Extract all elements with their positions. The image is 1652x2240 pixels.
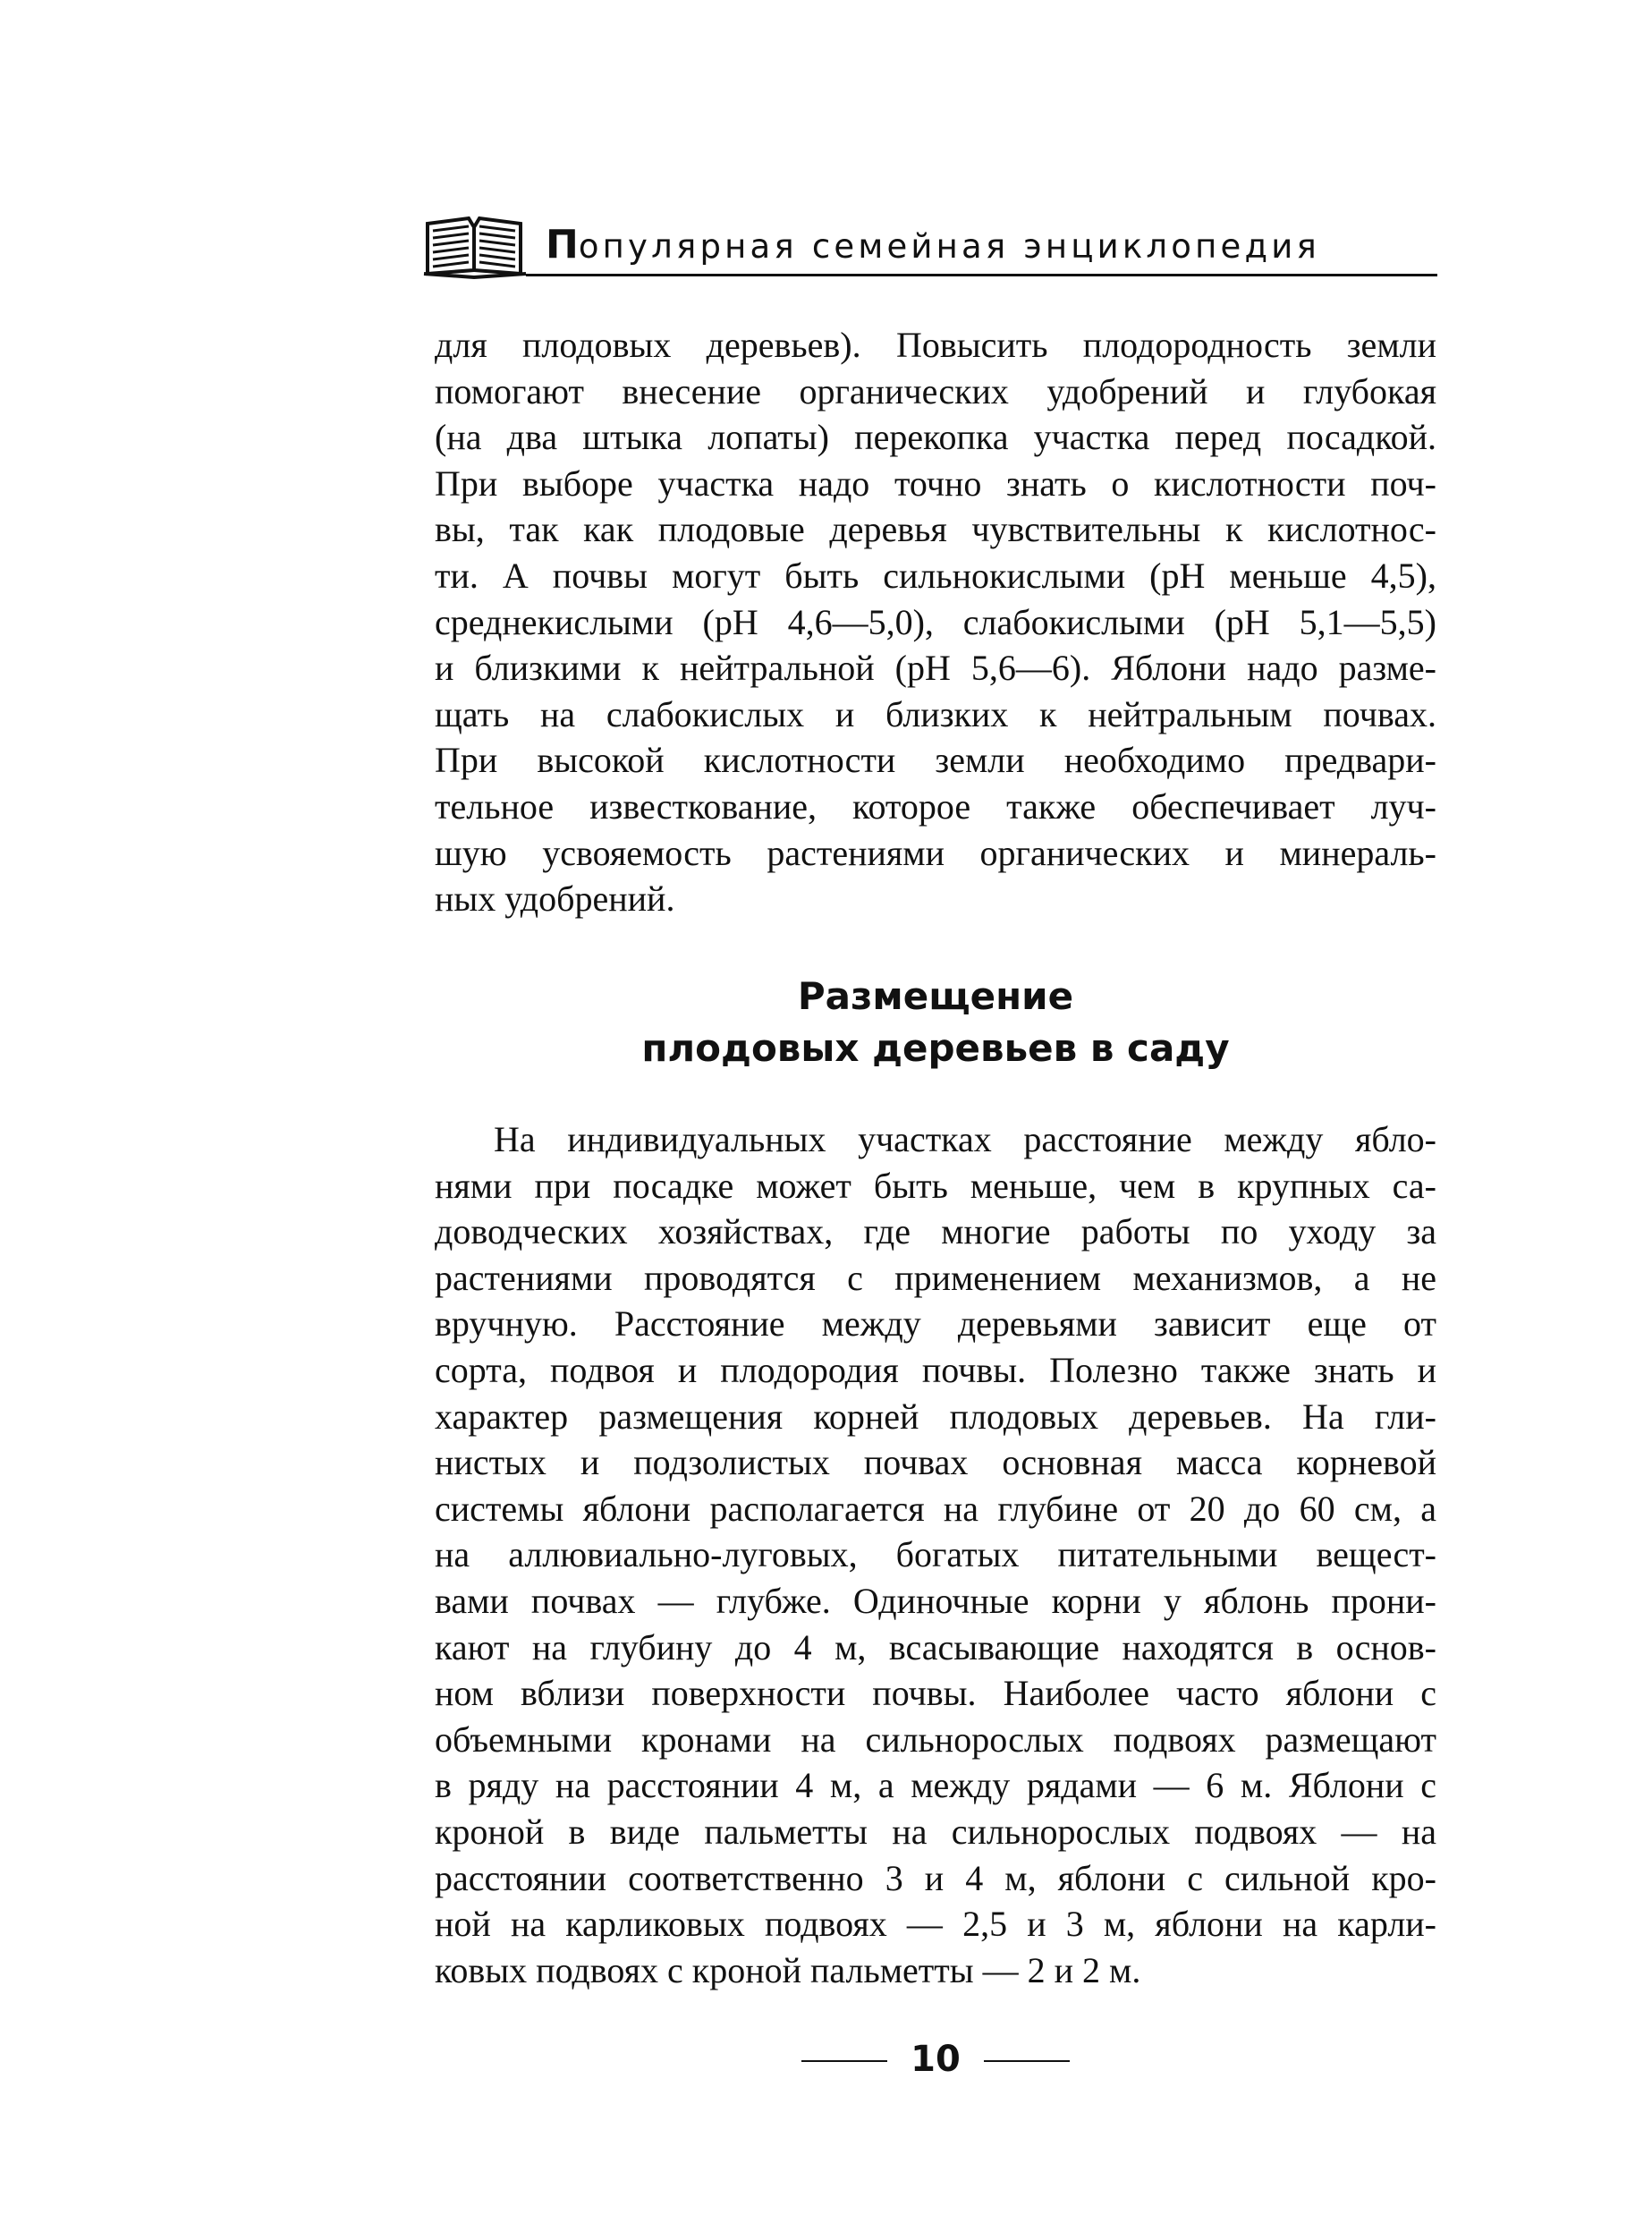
text-line: для плодовых деревьев). Повысить плодородность земли (435, 325, 1436, 365)
text-line: растениями проводятся с применением механизмов, а не (435, 1257, 1436, 1298)
text-line: среднекислыми (pH 4,6—5,0), слабокислыми (pH 5,1—5,5) (435, 601, 1436, 642)
section-paragraph (435, 1116, 1436, 1993)
text-line: в ряду на расстоянии 4 м, а между рядами — 6 м. Яблони с (435, 1765, 1436, 1806)
running-head (422, 215, 1437, 279)
text-line: При высокой кислотности земли необходимо предвари- (435, 740, 1436, 781)
page-footer (435, 2032, 1436, 2086)
text-line: системы яблони располагается на глубине от 20 до 60 см, а (435, 1488, 1436, 1529)
text-line: ных удобрений. (435, 878, 675, 920)
text-line: шую усвояемость растениями органических и минераль- (435, 832, 1436, 873)
text-line: ном вблизи поверхности почвы. Наиболее часто яблони с (435, 1673, 1436, 1714)
text-line: ти. А почвы могут быть сильнокислыми (pH меньше 4,5), (435, 555, 1436, 596)
section-heading (435, 971, 1436, 1074)
text-line: нями при посадке может быть меньше, чем в крупных са- (435, 1165, 1436, 1206)
folio-dash-left (801, 2060, 887, 2062)
text-line: на аллювиально-луговых, богатых питательными вещест- (435, 1534, 1436, 1575)
running-head-title (546, 220, 1320, 272)
text-line: тельное известкование, которое также обеспечивает луч- (435, 785, 1436, 827)
text-line: доводческих хозяйствах, где многие работы по уходу за (435, 1211, 1436, 1252)
text-line: нистых и подзолистых почвах основная масса корневой (435, 1442, 1436, 1483)
text-line: кроной в виде пальметты на сильнорослых подвоях — на (435, 1811, 1436, 1852)
folio-dash-right (984, 2060, 1070, 2062)
open-book-icon (422, 215, 528, 279)
running-head-initial: П (546, 222, 579, 267)
running-head-rule (526, 274, 1437, 276)
text-line: расстоянии соответственно 3 и 4 м, яблони с сильной кро- (435, 1857, 1436, 1898)
text-line: вами почвах — глубже. Одиночные корни у яблонь прони- (435, 1580, 1436, 1621)
section-heading-line-1: Размещение (797, 974, 1074, 1018)
text-line: вручную. Расстояние между деревьями зависит еще от (435, 1303, 1436, 1345)
text-line: объемными кронами на сильнорослых подвоях размещают (435, 1718, 1436, 1760)
text-line: При выборе участка надо точно знать о кислотности поч- (435, 462, 1436, 504)
text-line: На индивидуальных участках расстояние между ябло- (494, 1119, 1436, 1159)
text-line: щать на слабокислых и близких к нейтральным почвах. (435, 693, 1436, 734)
text-line: характер размещения корней плодовых деревьев. На гли- (435, 1396, 1436, 1437)
page-number: 10 (911, 2039, 961, 2080)
text-line: и близкими к нейтральной (pH 5,6—6). Яблони надо разме- (435, 648, 1436, 689)
text-line: помогают внесение органических удобрений и глубокая (435, 370, 1436, 412)
text-line: (на два штыка лопаты) перекопка участка перед посадкой. (435, 417, 1436, 458)
intro-paragraph (435, 322, 1436, 922)
section-heading-line-2: плодовых деревьев в саду (641, 1026, 1230, 1070)
text-line: ковых подвоях с кроной пальметты — 2 и 2 м. (435, 1949, 1141, 1990)
running-head-text: опулярная семейная энциклопедия (578, 227, 1320, 266)
text-line: сорта, подвоя и плодородия почвы. Полезно также знать и (435, 1349, 1436, 1390)
text-line: кают на глубину до 4 м, всасывающие находятся в основ- (435, 1626, 1436, 1667)
text-line: ной на карликовых подвоях — 2,5 и 3 м, яблони на карли- (435, 1904, 1436, 1945)
text-line: вы, так как плодовые деревья чувствительны к кислотнос- (435, 509, 1436, 550)
